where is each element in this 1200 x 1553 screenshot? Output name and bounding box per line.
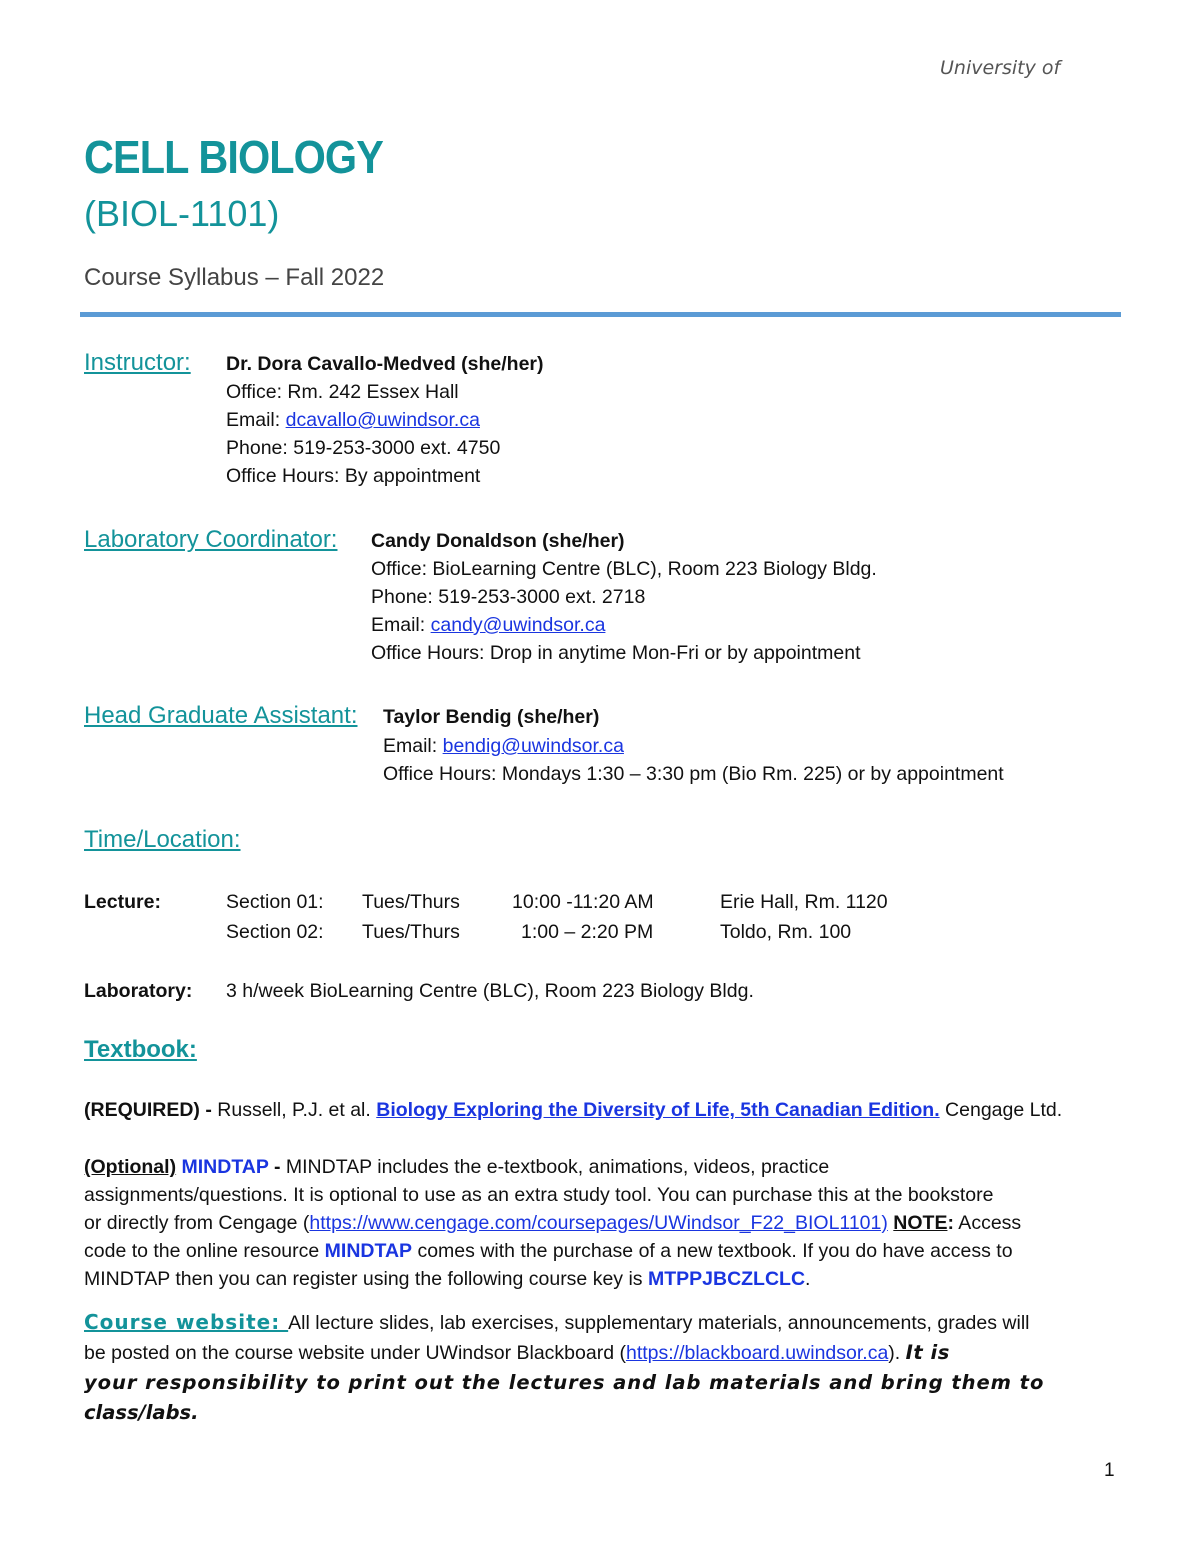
instructor-hours: Office Hours: By appointment [226, 465, 481, 487]
instructor-office: Office: Rm. 242 Essex Hall [226, 381, 459, 403]
required-dash: - [199, 1099, 218, 1121]
section-01-days: Tues/Thurs [362, 891, 460, 913]
head-ga-email-link[interactable]: bendig@uwindsor.ca [442, 735, 624, 757]
head-ga-hours: Office Hours: Mondays 1:30 – 3:30 pm (Bio Rm. 225) or by appointment [383, 763, 1004, 785]
note-colon: : [947, 1212, 954, 1234]
course-website-block [84, 1308, 1120, 1427]
title-rule [80, 312, 1121, 317]
head-ga-name: Taylor Bendig (she/her) [383, 706, 600, 728]
laboratory-text: 3 h/week BioLearning Centre (BLC), Room 223 Biology Bldg. [226, 980, 754, 1002]
instructor-info [226, 350, 544, 490]
lab-coordinator-hours: Office Hours: Drop in anytime Mon-Fri or by appointment [371, 642, 861, 664]
head-ga-info [383, 732, 1004, 788]
lab-coordinator-email-line [371, 611, 877, 639]
course-key: MTPPJBCZLCLC [647, 1268, 806, 1290]
optional-label: (Optional) [84, 1156, 177, 1178]
section-02 [226, 918, 926, 946]
cengage-link[interactable]: https://www.cengage.com/coursepages/UWindsor_F22_BIOL1101) [309, 1212, 888, 1234]
instructor-name: Dr. Dora Cavallo-Medved (she/her) [226, 353, 544, 375]
note-text: Access [953, 1212, 1022, 1234]
optional-line-2: assignments/questions. It is optional to use as an extra study tool. You can purchase this at the bookstore [84, 1184, 994, 1206]
required-textbook-line [84, 1096, 1062, 1124]
lab-coordinator-email-link[interactable]: candy@uwindsor.ca [430, 614, 606, 636]
laboratory-label: Laboratory: [84, 980, 193, 1002]
optional-mindtap-block [84, 1153, 1021, 1293]
section-02-time: 1:00 – 2:20 PM [521, 921, 654, 943]
optional-line-4 [84, 1237, 1021, 1265]
required-label: (REQUIRED) [84, 1099, 200, 1121]
website-line-2 [84, 1339, 1120, 1367]
time-location-heading: Time/Location: [84, 826, 241, 853]
instructor-email-link[interactable]: dcavallo@uwindsor.ca [285, 409, 480, 431]
lab-coordinator-heading: Laboratory Coordinator: [84, 526, 338, 553]
note-label: NOTE [893, 1212, 948, 1234]
optional-line-1-text: MINDTAP includes the e-textbook, animations, videos, practice [285, 1156, 830, 1178]
emphasis-1: It is [905, 1341, 950, 1364]
university-header: University of [940, 57, 1061, 79]
lab-coordinator-name: Candy Donaldson (she/her) [371, 530, 625, 552]
line-5-post: . [805, 1268, 811, 1290]
course-website-heading: Course website: [84, 1310, 289, 1334]
syllabus-subtitle: Course Syllabus – Fall 2022 [84, 264, 385, 291]
lab-coordinator-phone: Phone: 519-253-3000 ext. 2718 [371, 586, 646, 608]
line-4-post: comes with the purchase of a new textbook. If you do have access to [412, 1240, 1013, 1262]
email-label: Email: [226, 409, 286, 431]
instructor-phone: Phone: 519-253-3000 ext. 4750 [226, 437, 501, 459]
email-label: Email: [383, 735, 443, 757]
required-authors: Russell, P.J. et al. [217, 1099, 377, 1121]
section-01-time: 10:00 -11:20 AM [512, 891, 654, 913]
head-ga-email-line [383, 732, 1004, 760]
publisher: Cengage Ltd. [939, 1099, 1063, 1121]
line-5-pre: MINDTAP then you can register using the following course key is [84, 1268, 648, 1290]
section-01-label: Section 01: [226, 891, 324, 913]
section-01-room: Erie Hall, Rm. 1120 [720, 891, 888, 913]
section-02-room: Toldo, Rm. 100 [720, 921, 852, 943]
mindtap-label: MINDTAP [181, 1156, 269, 1178]
emphasis-2: your responsibility to print out the lectures and lab materials and bring them to [84, 1371, 1045, 1394]
instructor-email-line [226, 406, 544, 434]
instructor-heading: Instructor: [84, 349, 191, 376]
lab-coordinator-info [371, 527, 877, 667]
lecture-label: Lecture: [84, 891, 161, 913]
course-code: (BIOL-1101) [84, 193, 280, 234]
email-label: Email: [371, 614, 431, 636]
mindtap-label-2: MINDTAP [324, 1240, 413, 1262]
section-02-days: Tues/Thurs [362, 921, 460, 943]
lab-coordinator-office: Office: BioLearning Centre (BLC), Room 223 Biology Bldg. [371, 558, 877, 580]
section-01 [226, 888, 926, 916]
course-title: CELL BIOLOGY [84, 131, 383, 183]
website-line-1-text: All lecture slides, lab exercises, supplementary materials, announcements, grades will [288, 1312, 1030, 1334]
line-4-pre: code to the online resource [84, 1240, 325, 1262]
website-line-2-post: ). [888, 1342, 906, 1364]
cengage-pre: or directly from Cengage ( [84, 1212, 310, 1234]
page-number: 1 [1104, 1460, 1115, 1481]
website-line-2-pre: be posted on the course website under UWindsor Blackboard ( [84, 1342, 626, 1364]
optional-line-3 [84, 1209, 1021, 1237]
optional-dash: - [268, 1156, 286, 1178]
emphasis-3: class/labs. [84, 1401, 199, 1424]
optional-line-5 [84, 1265, 1021, 1293]
textbook-heading: Textbook: [84, 1036, 197, 1063]
section-02-label: Section 02: [226, 921, 324, 943]
head-ga-heading: Head Graduate Assistant: [84, 702, 358, 729]
optional-line-1 [84, 1153, 1021, 1181]
website-line-1 [84, 1308, 1120, 1337]
textbook-title-link[interactable]: Biology Exploring the Diversity of Life, 5th Canadian Edition. [376, 1099, 940, 1121]
blackboard-link[interactable]: https://blackboard.uwindsor.ca [625, 1342, 889, 1364]
